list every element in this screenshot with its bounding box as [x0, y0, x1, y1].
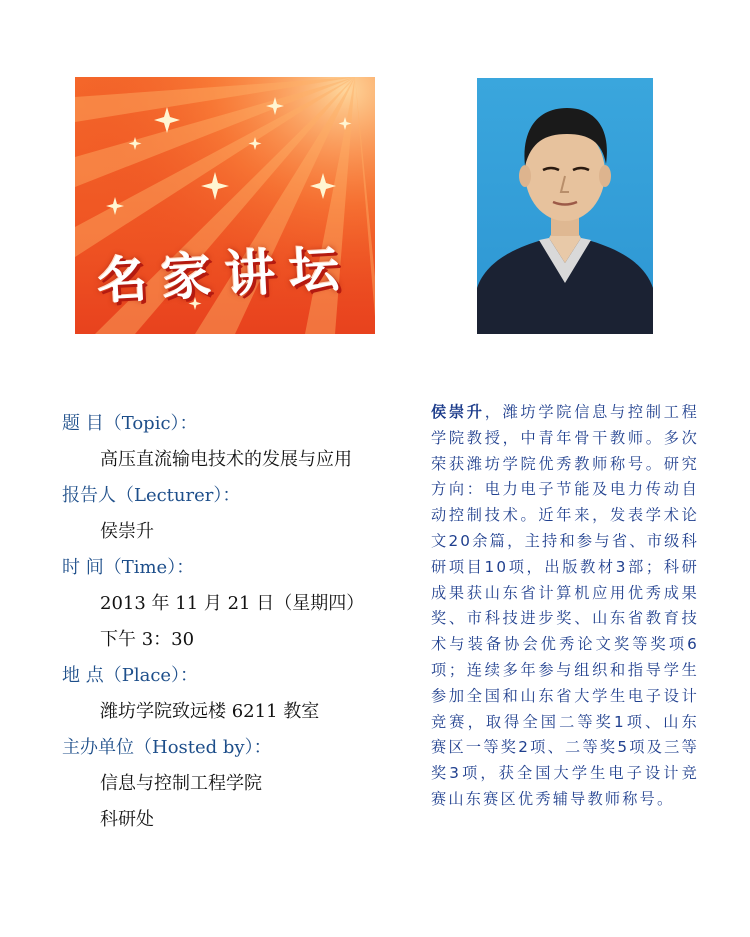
topic-value: 高压直流输电技术的发展与应用	[100, 449, 352, 470]
lecturer-value: 侯崇升	[100, 521, 154, 542]
time-date: 2013 年 11 月 21 日（星期四）	[100, 593, 365, 614]
place-value: 潍坊学院致远楼 6211 教室	[100, 701, 320, 722]
host-value-1: 信息与控制工程学院	[100, 773, 262, 794]
bio-text: ，潍坊学院信息与控制工程学院教授，中青年骨干教师。多次荣获潍坊学院优秀教师称号。研究方向：电力电子节能及电力传动自动控制技术。近年来，发表学术论文20余篇，主持和参与省、市级科研项目10项，出版教材3部；科研成果获山东省计算机应用优秀成果奖、市科技进步奖、山东省教育技术与装备协会优秀论文奖等奖项6项；连续多年参与组织和指导学生参加全国和山东省大学生电子设计竞赛，取得全国二等奖1项、山东赛区一等奖2项、二等奖5项及三等奖3项，获全国大学生电子设计竞赛山东赛区优秀辅导教师称号。	[431, 403, 699, 808]
lecturer-biography	[431, 400, 699, 813]
time-hour: 下午 3：30	[100, 629, 195, 650]
place-label: 地 点（Place）：	[62, 665, 199, 686]
host-label: 主办单位（Hosted by）：	[62, 737, 272, 758]
lecturer-label: 报告人（Lecturer）：	[62, 485, 241, 506]
banner-title: 名家讲坛	[95, 239, 355, 311]
lecture-info	[62, 406, 407, 838]
host-value-2: 科研处	[100, 809, 154, 830]
topic-label: 题 目（Topic）：	[62, 413, 198, 434]
lecturer-portrait	[477, 78, 653, 334]
bio-name: 侯崇升	[431, 403, 485, 421]
banner-image	[75, 77, 375, 334]
time-label: 时 间（Time）：	[62, 557, 195, 578]
portrait-photo-icon	[477, 78, 653, 334]
